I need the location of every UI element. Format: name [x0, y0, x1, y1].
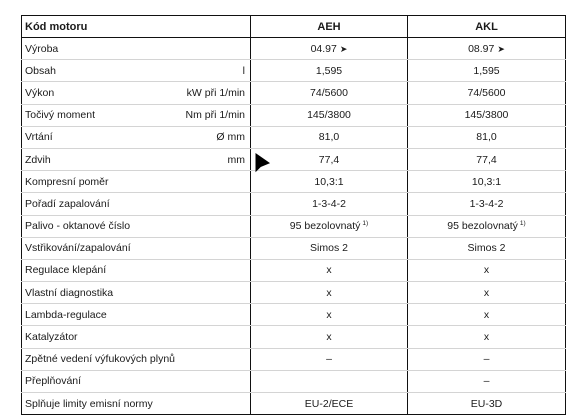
header-aeh: AEH	[251, 16, 408, 38]
cell-value: –	[483, 353, 490, 366]
cell-value: –	[483, 375, 490, 388]
header-engine-code: Kód motoru	[22, 16, 251, 38]
cell-value: x	[326, 308, 332, 321]
cell-value: x	[326, 286, 332, 299]
row-label: Výkon	[25, 86, 55, 99]
footnote-marker: 1)	[362, 220, 369, 228]
row-label: Kompresní poměr	[25, 175, 109, 188]
table-row	[22, 104, 566, 126]
row-unit: Ø mm	[216, 131, 245, 144]
table-row	[22, 171, 566, 193]
row-label-cell	[22, 282, 251, 304]
cell-aeh	[251, 215, 408, 237]
cell-aeh	[251, 304, 408, 326]
cell-value: x	[326, 264, 332, 277]
row-label-cell	[22, 326, 251, 348]
arrow-right-icon: ➤	[497, 43, 505, 54]
cell-akl	[408, 393, 566, 415]
cell-value: 77,4	[318, 153, 340, 166]
row-label-cell	[22, 348, 251, 370]
row-label-cell	[22, 393, 251, 415]
cell-aeh	[251, 193, 408, 215]
cell-value: 81,0	[318, 131, 340, 144]
table-row	[22, 237, 566, 259]
row-label: Katalyzátor	[25, 331, 78, 344]
table-row	[22, 193, 566, 215]
row-label: Pořadí zapalování	[25, 197, 110, 210]
cell-value: Simos 2	[467, 242, 506, 255]
cell-value: x	[326, 331, 332, 344]
cell-aeh	[251, 259, 408, 281]
row-label-cell	[22, 370, 251, 392]
cell-akl	[408, 104, 566, 126]
mouse-pointer-icon	[255, 153, 271, 173]
table-row	[22, 326, 566, 348]
row-label-cell	[22, 193, 251, 215]
cell-value: x	[483, 331, 490, 344]
cell-aeh	[251, 104, 408, 126]
cell-akl	[408, 38, 566, 60]
row-label: Palivo - oktanové číslo	[25, 220, 131, 233]
cell-aeh	[251, 82, 408, 104]
cell-aeh	[251, 326, 408, 348]
cell-value: 145/3800	[307, 109, 351, 122]
row-label-cell	[22, 304, 251, 326]
cell-value: 08.97	[468, 42, 495, 55]
row-label: Splňuje limity emisní normy	[25, 397, 153, 410]
row-label: Vstřikování/zapalování	[25, 242, 131, 255]
row-label-cell	[22, 126, 251, 148]
cell-aeh	[251, 348, 408, 370]
cell-value: x	[483, 264, 490, 277]
table-header-row	[22, 16, 566, 38]
row-label-cell	[22, 237, 251, 259]
table-row	[22, 282, 566, 304]
cell-value: x	[483, 308, 490, 321]
table-row	[22, 148, 566, 170]
row-label-cell	[22, 171, 251, 193]
footnote-marker: 1)	[519, 220, 526, 228]
table-row	[22, 393, 566, 415]
row-label: Přeplňování	[25, 375, 82, 388]
row-label: Lambda-regulace	[25, 308, 107, 321]
cell-value: 81,0	[476, 131, 497, 144]
cell-akl	[408, 60, 566, 82]
row-label: Točivý moment	[25, 109, 96, 122]
row-label-cell	[22, 104, 251, 126]
engine-spec-table	[21, 15, 566, 415]
cell-akl	[408, 215, 566, 237]
row-label: Obsah	[25, 64, 56, 77]
cell-value: EU-2/ECE	[304, 397, 354, 410]
cell-value: 10,3:1	[314, 175, 344, 188]
row-label: Zdvih	[25, 153, 51, 166]
row-label: Vrtání	[25, 131, 53, 144]
row-label: Vlastní diagnostika	[25, 286, 114, 299]
row-label-cell	[22, 60, 251, 82]
cell-aeh	[251, 393, 408, 415]
row-unit: mm	[227, 153, 245, 166]
row-label-cell	[22, 215, 251, 237]
table-row	[22, 215, 566, 237]
cell-value: 95 bezolovnatý	[447, 220, 518, 233]
cell-akl	[408, 259, 566, 281]
cell-aeh	[251, 370, 408, 392]
cell-value: 74/5600	[310, 86, 348, 99]
cell-value: 1,595	[315, 64, 343, 77]
row-label: Výroba	[25, 42, 59, 55]
cell-value: 1,595	[473, 64, 500, 77]
table-row	[22, 304, 566, 326]
cell-aeh	[251, 38, 408, 60]
cell-value: 74/5600	[467, 86, 506, 99]
cell-akl	[408, 370, 566, 392]
table-row	[22, 60, 566, 82]
cell-value: Simos 2	[310, 242, 348, 255]
table-row	[22, 259, 566, 281]
cell-value: 1-3-4-2	[469, 197, 504, 210]
cell-akl	[408, 148, 566, 170]
cell-value: 95 bezolovnatý	[289, 220, 361, 233]
table-row	[22, 348, 566, 370]
cell-value: 10,3:1	[471, 175, 502, 188]
cell-value: EU-3D	[470, 397, 503, 410]
arrow-right-icon: ➤	[339, 43, 348, 54]
cell-akl	[408, 326, 566, 348]
row-label: Regulace klepání	[25, 264, 107, 277]
row-unit: kW při 1/min	[186, 86, 245, 99]
cell-aeh	[251, 60, 408, 82]
cell-aeh	[251, 148, 408, 170]
cell-akl	[408, 82, 566, 104]
cell-akl	[408, 126, 566, 148]
row-label: Zpětné vedení výfukových plynů	[25, 353, 176, 366]
table-row	[22, 370, 566, 392]
row-label-cell	[22, 38, 251, 60]
table-row	[22, 38, 566, 60]
cell-value: –	[326, 353, 332, 366]
row-label-cell	[22, 148, 251, 170]
cell-akl	[408, 348, 566, 370]
cell-akl	[408, 282, 566, 304]
row-label-cell	[22, 259, 251, 281]
row-label-cell	[22, 82, 251, 104]
cell-aeh	[251, 237, 408, 259]
cell-akl	[408, 171, 566, 193]
header-akl: AKL	[408, 16, 566, 38]
cell-akl	[408, 304, 566, 326]
row-unit: l	[242, 64, 245, 77]
cell-value: 77,4	[476, 153, 497, 166]
row-unit: Nm při 1/min	[185, 109, 245, 122]
cell-akl	[408, 193, 566, 215]
cell-akl	[408, 237, 566, 259]
table-row	[22, 126, 566, 148]
cell-aeh	[251, 171, 408, 193]
cell-value: x	[483, 286, 490, 299]
cell-aeh	[251, 282, 408, 304]
cell-value: 145/3800	[464, 109, 509, 122]
cell-value: 1-3-4-2	[312, 197, 346, 210]
cell-aeh	[251, 126, 408, 148]
cell-value: 04.97	[310, 42, 337, 55]
table-row	[22, 82, 566, 104]
